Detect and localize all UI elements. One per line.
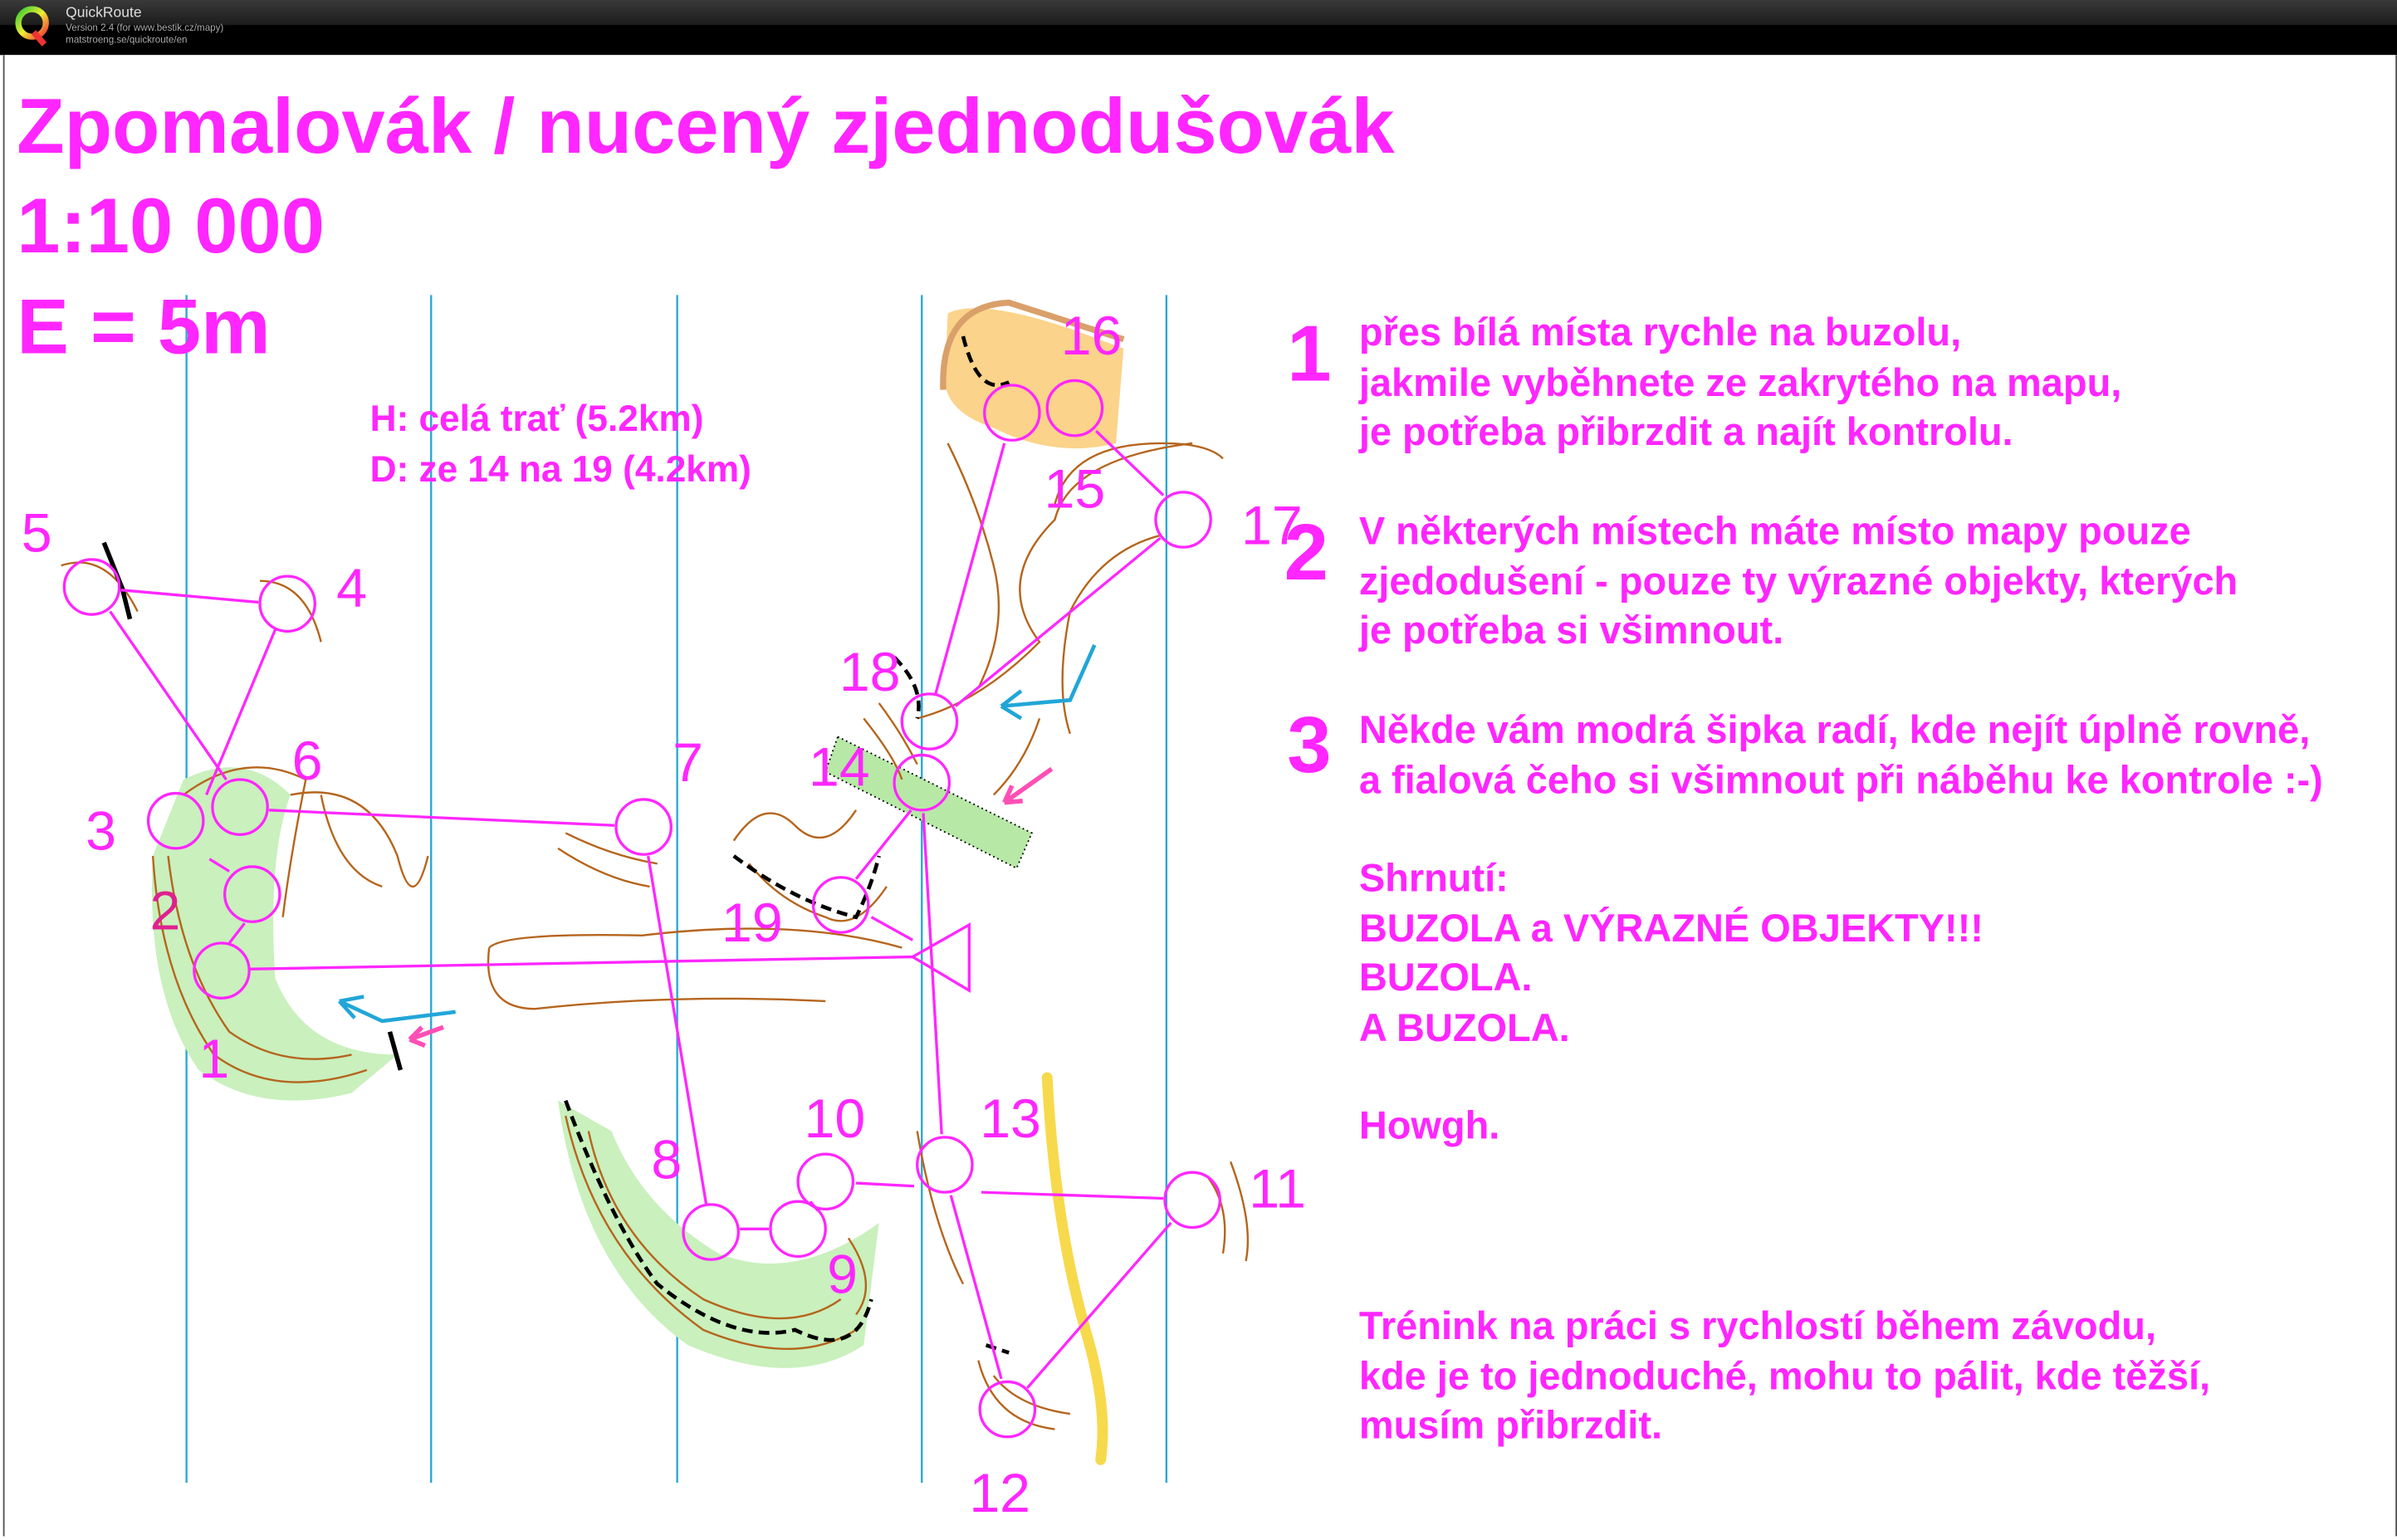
note-number: 2 xyxy=(1284,509,1328,598)
control-number: 12 xyxy=(969,1462,1031,1524)
course-leg xyxy=(981,1192,1163,1198)
training-line: kde je to jednoduché, mohu to pálit, kde těžší, xyxy=(1358,1355,2211,1398)
summary-line: BUZOLA. xyxy=(1358,956,1533,1000)
course-h: H: celá trať (5.2km) xyxy=(369,398,704,441)
control-number: 17 xyxy=(1241,495,1303,557)
howgh: Howgh. xyxy=(1358,1105,1500,1148)
control-number: 7 xyxy=(673,731,703,794)
course-info xyxy=(370,394,751,496)
control-number: 4 xyxy=(336,557,367,619)
control-circle-19[interactable] xyxy=(814,878,868,932)
note-3 xyxy=(1359,706,2323,806)
control-circle-17[interactable] xyxy=(1156,492,1211,547)
note-line: Někde vám modrá šipka radí, kde nejít úplně rovně, xyxy=(1358,709,2311,752)
training-note xyxy=(1359,1303,2210,1452)
training-line: musím přibrzdit. xyxy=(1358,1405,1663,1448)
blue-arrow-icon xyxy=(340,996,456,1020)
control-number: 16 xyxy=(1060,306,1123,368)
control-number: 14 xyxy=(808,736,870,799)
fence xyxy=(390,1032,401,1070)
course-leg xyxy=(120,590,258,603)
control-number: 11 xyxy=(1249,1158,1307,1220)
note-line: je potřeba si všimnout. xyxy=(1358,609,1784,653)
course-leg xyxy=(856,1183,914,1186)
summary-line: A BUZOLA. xyxy=(1358,1006,1570,1049)
control-circle-5[interactable] xyxy=(64,560,119,614)
control-number: 9 xyxy=(827,1244,858,1306)
contour-interval: E = 5m xyxy=(17,282,271,370)
control-number: 6 xyxy=(291,731,323,793)
control-number: 13 xyxy=(980,1088,1041,1150)
control-number: 18 xyxy=(839,642,901,704)
course-leg xyxy=(110,611,227,780)
map-scale: 1:10 000 xyxy=(17,182,325,270)
course-leg xyxy=(249,957,912,970)
control-circle-9[interactable] xyxy=(770,1201,825,1256)
course-leg xyxy=(956,538,1161,706)
training-line: Trénink na práci s rychlostí během závodu, xyxy=(1358,1305,2157,1348)
app-version: Version 2.4 (for www.bestik.cz/mapy) xyxy=(66,22,224,34)
note-line: přes bílá místa rychle na buzolu, xyxy=(1358,311,1962,355)
control-circle-11[interactable] xyxy=(1165,1172,1220,1227)
note-line: jakmile vyběhnete ze zakrytého na mapu, xyxy=(1358,361,2122,404)
course-d: D: ze 14 na 19 (4.2km) xyxy=(369,449,751,491)
summary-line: BUZOLA a VÝRAZNÉ OBJEKTY!!! xyxy=(1358,907,1984,951)
note-number: 1 xyxy=(1287,310,1332,399)
note-line: je potřeba přibrzdit a najít kontrolu. xyxy=(1358,411,2013,454)
yellow-field xyxy=(1047,1078,1103,1459)
vegetation-area xyxy=(152,767,398,1100)
note-line: V některých místech máte místo mapy pouze xyxy=(1358,510,2191,554)
control-number: 2 xyxy=(149,880,181,942)
pink-arrow-icon xyxy=(409,1027,443,1045)
course-leg xyxy=(951,1195,1001,1379)
note-2 xyxy=(1359,507,2238,657)
control-number: 10 xyxy=(804,1088,866,1150)
note-number: 3 xyxy=(1287,702,1332,790)
app-name: QuickRoute xyxy=(66,4,142,22)
control-circle-13[interactable] xyxy=(917,1137,972,1192)
app-url[interactable]: matstroeng.se/quickroute/en xyxy=(66,34,188,46)
control-circle-18[interactable] xyxy=(902,694,956,749)
control-circle-10[interactable] xyxy=(798,1154,853,1209)
note-1 xyxy=(1359,309,2121,458)
control-number: 19 xyxy=(722,892,783,955)
summary-heading: Shrnutí: xyxy=(1358,857,1509,901)
course-leg xyxy=(871,917,912,941)
page-title: Zpomalovák / nucený zjednodušovák xyxy=(17,82,1395,170)
course-leg xyxy=(856,810,911,879)
control-number: 15 xyxy=(1044,458,1106,521)
note-line: zjedodušení - pouze ty výrazné objekty, kterých xyxy=(1358,560,2238,604)
control-circle-7[interactable] xyxy=(616,799,671,854)
control-number: 1 xyxy=(198,1029,230,1091)
note-line: a fialová čeho si všimnout při náběhu ke kontrole :-) xyxy=(1358,759,2323,802)
course-leg xyxy=(269,810,614,825)
control-number: 3 xyxy=(86,800,116,863)
control-number: 8 xyxy=(651,1129,682,1191)
control-number: 5 xyxy=(21,502,52,565)
control-circle-4[interactable] xyxy=(260,576,315,631)
course-leg xyxy=(1096,431,1163,495)
summary xyxy=(1359,854,1984,1151)
